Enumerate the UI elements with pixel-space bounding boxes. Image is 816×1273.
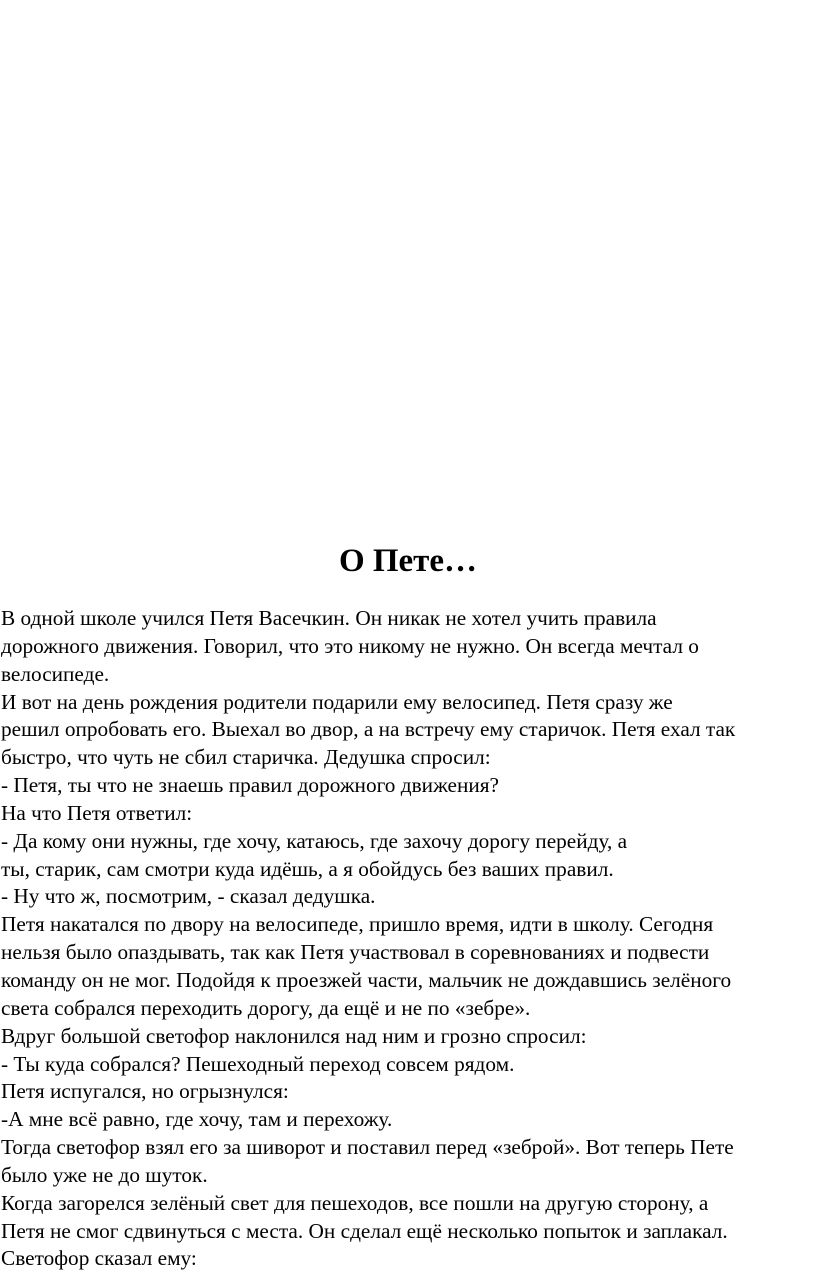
text-line: - Да кому они нужны, где хочу, катаюсь, где захочу дорогу перейду, а — [1, 828, 628, 853]
text-line: - Петя, ты что не знаешь правил дорожного движения? — [1, 773, 500, 798]
text-line: Светофор сказал ему: — [1, 1246, 197, 1271]
text-line: нельзя было опаздывать, так как Петя участвовал в соревнованиях и подвести — [1, 940, 710, 965]
text-line: И вот на день рождения родители подарили ему велосипед. Петя сразу же — [1, 689, 673, 714]
text-line: решил опробовать его. Выехал во двор, а на встречу ему старичок. Петя ехал так — [1, 717, 736, 742]
text-line: было уже не до шуток. — [1, 1162, 208, 1187]
text-line: команду он не мог. Подойдя к проезжей части, мальчик не дождавшись зелёного — [1, 967, 732, 992]
document-title: О Пете… — [338, 543, 478, 579]
text-line: На что Петя ответил: — [1, 800, 193, 825]
text-line: - Ты куда собрался? Пешеходный переход совсем рядом. — [1, 1051, 515, 1076]
text-line: Вдруг большой светофор наклонился над ним и грозно спросил: — [1, 1023, 587, 1048]
text-line: В одной школе учился Петя Васечкин. Он никак не хотел учить правила — [1, 606, 657, 630]
text-line: - Ну что ж, посмотрим, - сказал дедушка. — [1, 884, 376, 909]
text-line: света собрался переходить дорогу, да ещё и не по «зебре». — [1, 995, 531, 1020]
text-line: Петя испугался, но огрызнулся: — [1, 1079, 289, 1104]
text-line: Когда загорелся зелёный свет для пешеходов, все пошли на другую сторону, а — [1, 1190, 709, 1215]
story-text — [1, 605, 816, 1273]
text-line: -А мне всё равно, где хочу, там и перехожу. — [1, 1107, 393, 1132]
text-line: Петя накатался по двору на велосипеде, пришло время, идти в школу. Сегодня — [1, 912, 714, 937]
text-line: ты, старик, сам смотри куда идёшь, а я обойдусь без ваших правил. — [1, 856, 614, 881]
text-line: быстро, что чуть не сбил старичка. Дедушка спросил: — [1, 745, 491, 770]
text-line: Тогда светофор взял его за шиворот и поставил перед «зеброй». Вот теперь Пете — [1, 1135, 734, 1160]
text-line: велосипеде. — [1, 661, 110, 686]
text-line: Петя не смог сдвинуться с места. Он сделал ещё несколько попыток и заплакал. — [1, 1218, 728, 1243]
text-line: дорожного движения. Говорил, что это никому не нужно. Он всегда мечтал о — [1, 633, 699, 658]
